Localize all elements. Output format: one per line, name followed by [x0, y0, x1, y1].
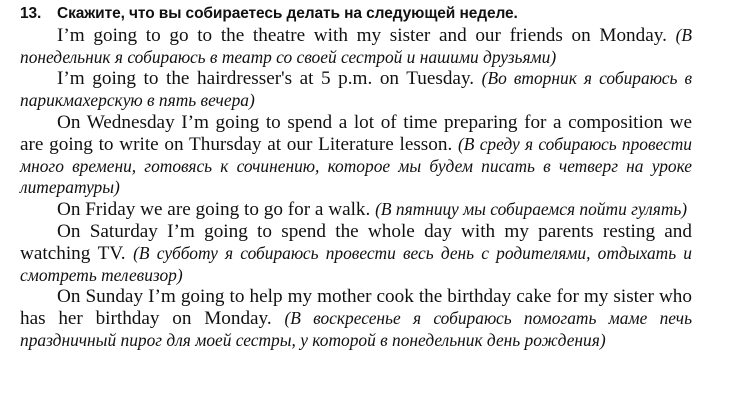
russian-translation: (В среду я собираюсь провести много времени, готовясь к сочинению, которое мы будем писать в четверг на уроке литературы) [20, 133, 693, 198]
answer-paragraph-saturday [20, 221, 692, 286]
russian-translation: (В воскресенье я собираюсь помогать маме печь праздничный пирог для моей сестры, у которой в понедельник день рождения) [20, 308, 692, 350]
russian-translation: (Во вторник я собираюсь в парикмахерскую в пять вечера) [20, 68, 693, 111]
answer-paragraph-sunday [20, 286, 692, 351]
answer-paragraph-wednesday [20, 112, 692, 199]
exercise-page [20, 3, 692, 352]
english-sentence: On Sunday I’m going to help my mother cook the birthday cake for my sister who has her birthday on Monday. [20, 286, 692, 330]
answer-paragraph-tuesday [20, 68, 692, 112]
exercise-title: Скажите, что вы собираетесь делать на следующей неделе. [57, 5, 518, 22]
russian-translation: (В понедельник я собираюсь в театр со своей сестрой и нашими друзьями) [20, 24, 693, 67]
russian-translation: (В пятницу мы собираемся пойти гулять) [375, 199, 688, 220]
exercise-heading [20, 3, 692, 25]
exercise-number: 13. [20, 5, 42, 22]
answer-paragraph-friday [20, 199, 692, 221]
english-sentence: I’m going to go to the theatre with my sister and our friends on Monday. [57, 24, 667, 46]
answer-paragraph-monday [20, 25, 692, 69]
russian-translation: (В субботу я собираюсь провести весь день с родителями, отдыхать и смотреть телевизор) [20, 242, 692, 285]
english-sentence: I’m going to the hairdresser's at 5 p.m. on Tuesday. [57, 68, 475, 90]
english-sentence: On Friday we are going to go for a walk. [57, 199, 371, 221]
english-sentence: On Wednesday I’m going to spend a lot of time preparing for a composition we are going to write on Thursday at our Literature lesson. [20, 111, 692, 155]
english-sentence: On Saturday I’m going to spend the whole day with my parents resting and watching TV. [20, 220, 692, 264]
